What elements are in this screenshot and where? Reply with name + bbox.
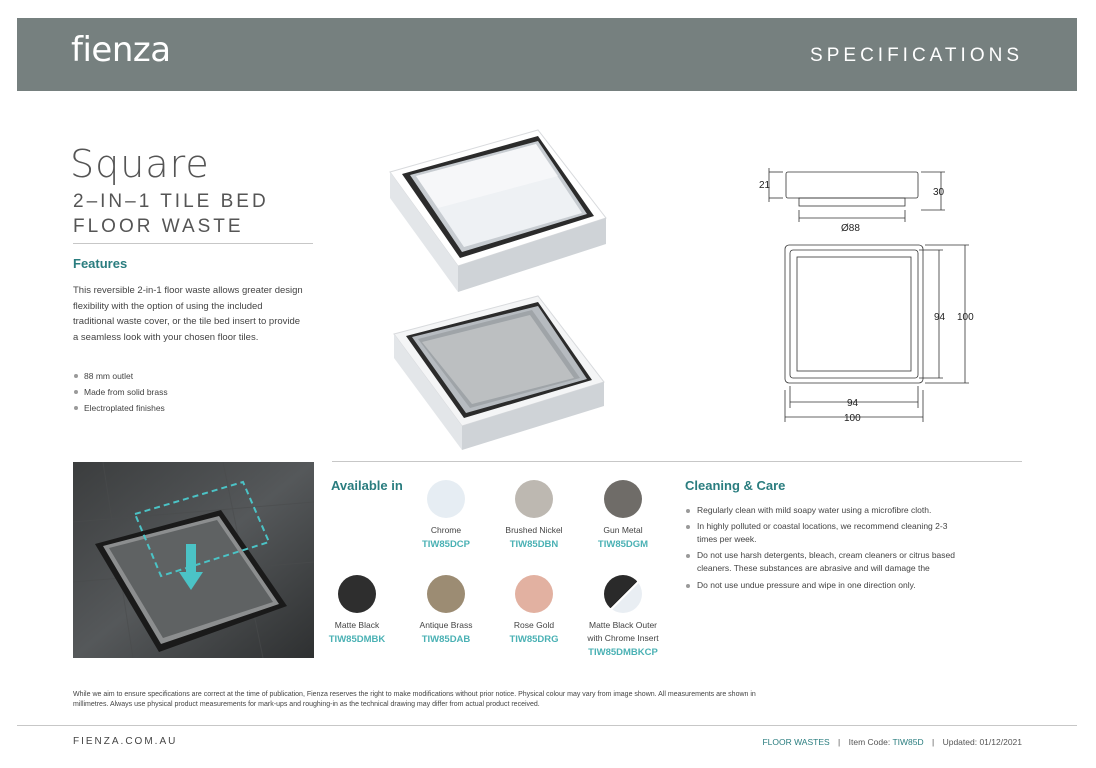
installation-photo — [73, 462, 314, 658]
section-title: SPECIFICATIONS — [810, 45, 1023, 66]
finish-name: Chrome — [430, 525, 462, 535]
swatch-chrome — [427, 480, 465, 518]
swatch-matte-black — [338, 575, 376, 613]
product-image-tile-insert — [392, 294, 608, 452]
finish-code: TIW85DAB — [421, 634, 471, 645]
product-subtitle — [73, 189, 333, 239]
dim-inner-bottom: 94 — [847, 398, 859, 409]
footer-meta — [762, 737, 1022, 747]
care-list — [685, 504, 955, 594]
list-item: Made from solid brass — [73, 386, 168, 402]
list-item: Do not use harsh detergents, bleach, cream cleaners or citrus based cleaners. These substances are abrasive and will damage the — [685, 549, 955, 577]
finish-name: Gun Metal — [603, 525, 643, 535]
finish-name-line1: Matte Black Outer — [588, 620, 658, 630]
footer-website[interactable]: FIENZA.COM.AU — [73, 736, 178, 747]
swatch-rose-gold — [515, 575, 553, 613]
dim-outer-bottom: 100 — [844, 413, 861, 424]
footer-category[interactable]: FLOOR WASTES — [762, 737, 830, 747]
swatch-gun-metal — [604, 480, 642, 518]
finish-code: TIW85DCP — [421, 539, 471, 550]
finish-code: TIW85DMBKCP — [588, 647, 658, 658]
swatch-matte-black-chrome — [604, 575, 642, 613]
footer-item-code: TIW85D — [892, 737, 924, 747]
list-item: Do not use undue pressure and wipe in one direction only. — [685, 579, 955, 593]
finish-name: Antique Brass — [419, 620, 473, 630]
product-subtitle-line1: 2–IN–1 TILE BED — [73, 191, 269, 212]
available-heading: Available in — [331, 478, 403, 493]
product-title: Square — [70, 142, 210, 186]
dimension-drawing — [755, 160, 985, 430]
finish-name-line2: with Chrome Insert — [587, 633, 659, 643]
footer-updated-label: Updated: — [942, 737, 978, 747]
divider — [332, 461, 1022, 462]
dim-outer-side: 100 — [957, 312, 974, 323]
product-subtitle-line2: FLOOR WASTE — [73, 216, 244, 237]
dim-height-outer: 30 — [933, 187, 945, 198]
features-list — [73, 370, 168, 418]
footer-item-code-label: Item Code: — [848, 737, 891, 747]
features-description: This reversible 2-in-1 floor waste allows greater design flexibility with the option of using the included traditional waste cover, or the tile bed insert to provide a seamless look with your chosen floor tiles. — [73, 285, 303, 343]
finish-name — [568, 619, 678, 645]
dim-height-inner: 21 — [759, 180, 771, 191]
finish-name: Matte Black — [334, 620, 380, 630]
swatch-antique-brass — [427, 575, 465, 613]
care-heading: Cleaning & Care — [685, 478, 786, 493]
finish-code: TIW85DRG — [509, 634, 559, 645]
separator: | — [931, 737, 935, 747]
swatch-brushed-nickel — [515, 480, 553, 518]
finish-code: TIW85DMBK — [328, 634, 386, 645]
divider — [17, 725, 1077, 726]
list-item: Regularly clean with mild soapy water using a microfibre cloth. — [685, 504, 955, 518]
finish-name: Rose Gold — [513, 620, 555, 630]
dim-inner-side: 94 — [934, 312, 946, 323]
finish-matte-black-chrome[interactable] — [568, 575, 678, 659]
product-image-waste-cover — [388, 126, 610, 294]
separator: | — [838, 737, 841, 747]
header-bar — [17, 18, 1077, 91]
features-heading: Features — [73, 256, 128, 271]
list-item: In highly polluted or coastal locations, we recommend cleaning 2-3 times per week. — [685, 520, 955, 547]
finish-code: TIW85DBN — [509, 539, 559, 550]
disclaimer: While we aim to ensure specifications are correct at the time of publication, Fienza reserves the right to make modifications without prior notice. Physical colour may vary from image shown. All measurements are shown in millimetres. Always use physical product measurements for mark-ups and roughing-in as the technical drawing may differ from actual product received. — [73, 691, 756, 708]
finish-code: TIW85DGM — [597, 539, 649, 550]
list-item: 88 mm outlet — [73, 370, 168, 386]
finish-gun-metal[interactable] — [568, 480, 678, 551]
dim-outlet: Ø88 — [841, 223, 860, 234]
brand-logo[interactable]: fienza — [71, 30, 171, 70]
footer-updated: 01/12/2021 — [979, 737, 1022, 747]
list-item: Electroplated finishes — [73, 402, 168, 418]
divider — [73, 243, 313, 244]
finish-name: Brushed Nickel — [505, 525, 563, 535]
